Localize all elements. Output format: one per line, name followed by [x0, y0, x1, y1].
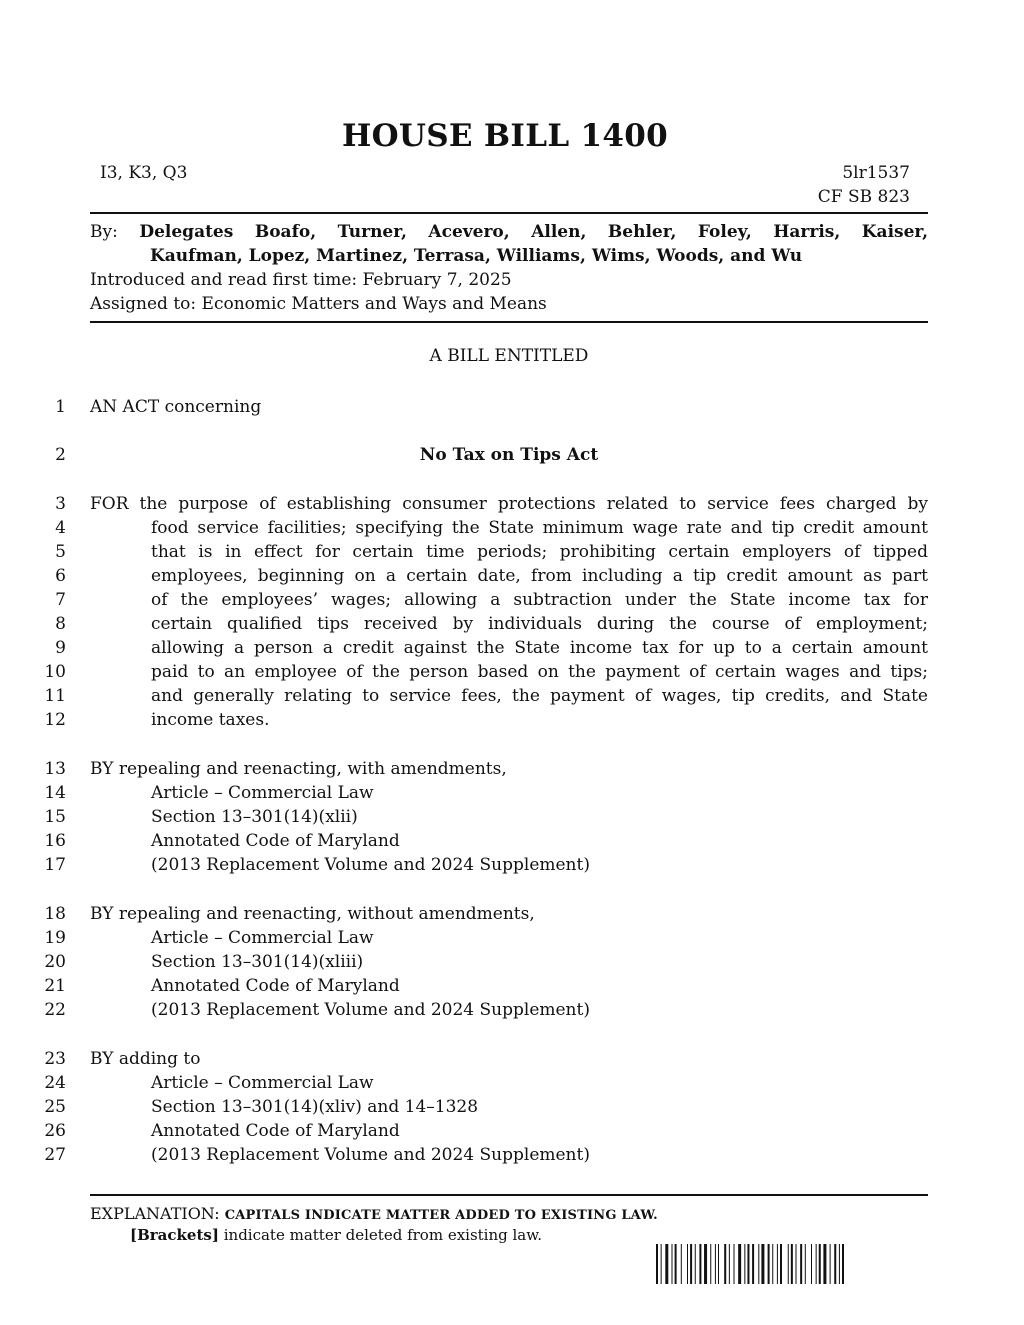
purpose-line: certain qualified tips received by individuals during the course of employment;: [151, 614, 928, 634]
sponsor-word: Allen,: [531, 222, 587, 242]
line-number: 3: [55, 494, 66, 514]
barcode-bar: [761, 1244, 764, 1284]
purpose-line: FOR the purpose of establishing consumer protections related to service fees charged by: [90, 494, 928, 514]
sponsors-block: [90, 220, 928, 268]
purpose-line: that is in effect for certain time periods; prohibiting certain employers of tipped: [151, 542, 928, 562]
barcode-bar: [823, 1244, 826, 1284]
purpose-line: paid to an employee of the person based on the payment of certain wages and tips;: [151, 662, 928, 682]
barcode-bar: [788, 1244, 789, 1284]
barcode-bar: [744, 1244, 745, 1284]
barcode-bar: [834, 1244, 836, 1284]
sponsor-word: Acevero,: [428, 222, 510, 242]
line-number: 11: [44, 686, 66, 706]
barcode-bar: [734, 1244, 735, 1284]
purpose-line: food service facilities; specifying the State minimum wage rate and tip credit amount: [151, 518, 928, 538]
reference-line: Annotated Code of Maryland: [151, 976, 400, 996]
barcode-bar: [768, 1244, 770, 1284]
line-number: 6: [55, 566, 66, 586]
barcode-bar: [811, 1244, 812, 1284]
reference-line: Annotated Code of Maryland: [151, 831, 400, 851]
purpose-line: and generally relating to service fees, the payment of wages, tip credits, and State: [151, 686, 928, 706]
assigned-line: Assigned to: Economic Matters and Ways and Means: [90, 294, 547, 314]
line-number: 1: [55, 397, 66, 417]
barcode-bar: [796, 1244, 797, 1284]
line-number: 13: [44, 759, 66, 779]
line-number: 15: [44, 807, 66, 827]
short-title: No Tax on Tips Act: [419, 445, 599, 465]
footer-rule: [90, 1194, 928, 1196]
barcode-image: [656, 1244, 904, 1284]
barcode-bar: [772, 1244, 773, 1284]
line-number: 27: [44, 1145, 66, 1165]
sponsor-word: Turner,: [337, 222, 407, 242]
barcode-bar: [665, 1244, 668, 1284]
reference-line: Annotated Code of Maryland: [151, 1121, 400, 1141]
sponsor-word: Boafo,: [254, 222, 317, 242]
barcode-bar: [675, 1244, 677, 1284]
line-number: 12: [44, 710, 66, 730]
barcode-bar: [747, 1244, 749, 1284]
barcode-bar: [816, 1244, 817, 1284]
line-number: 17: [44, 855, 66, 875]
cross-file: CF SB 823: [817, 187, 910, 207]
sponsor-word: Harris,: [773, 222, 841, 242]
barcode-bar: [752, 1244, 754, 1284]
line-number: 5: [55, 542, 66, 562]
sponsor-word: Delegates: [139, 222, 234, 242]
reference-line: Article – Commercial Law: [151, 928, 374, 948]
header-rule-top: [90, 212, 928, 214]
reference-heading: BY repealing and reenacting, with amendments,: [90, 759, 507, 779]
barcode-bar: [839, 1244, 840, 1284]
reference-line: Article – Commercial Law: [151, 783, 374, 803]
barcode-bar: [661, 1244, 662, 1284]
barcode-bar: [672, 1244, 673, 1284]
explanation-label: EXPLANATION:: [90, 1204, 220, 1223]
line-number: 2: [55, 445, 66, 465]
barcode-bar: [695, 1244, 696, 1284]
sponsor-word: Behler,: [607, 222, 677, 242]
introduced-line: Introduced and read first time: February 7, 2025: [90, 270, 512, 290]
barcode-bar: [758, 1244, 759, 1284]
barcode-bar: [724, 1244, 726, 1284]
barcode-bar: [729, 1244, 730, 1284]
line-number: 25: [44, 1097, 66, 1117]
line-number: 4: [55, 518, 66, 538]
brackets-text: indicate matter deleted from existing law.: [223, 1226, 543, 1244]
barcode-bar: [738, 1244, 741, 1284]
brackets-word: [Brackets]: [130, 1226, 219, 1244]
barcode-bar: [830, 1244, 831, 1284]
reference-line: Article – Commercial Law: [151, 1073, 374, 1093]
barcode-bar: [777, 1244, 778, 1284]
barcode-bar: [791, 1244, 793, 1284]
barcode-bar: [842, 1244, 844, 1284]
reference-line: Section 13–301(14)(xliv) and 14–1328: [151, 1097, 479, 1117]
reference-heading: BY repealing and reenacting, without amendments,: [90, 904, 535, 924]
barcode-bar: [715, 1244, 716, 1284]
reference-line: (2013 Replacement Volume and 2024 Supplement): [151, 1145, 590, 1165]
reference-heading: BY adding to: [90, 1049, 201, 1069]
line-number: 22: [44, 1000, 66, 1020]
purpose-line: of the employees’ wages; allowing a subtraction under the State income tax for: [151, 590, 928, 610]
line-number: 26: [44, 1121, 66, 1141]
barcode-bar: [780, 1244, 782, 1284]
barcode-bar: [819, 1244, 821, 1284]
sponsors-line-2-text: Kaufman, Lopez, Martinez, Terrasa, Williams, Wims, Woods, and Wu: [150, 246, 803, 266]
explanation-caps: CAPITALS INDICATE MATTER ADDED TO EXISTING LAW.: [224, 1208, 658, 1223]
line-number: 9: [55, 638, 66, 658]
explanation-line: [90, 1204, 658, 1226]
reference-line: Section 13–301(14)(xliii): [151, 952, 364, 972]
barcode-bar: [681, 1244, 682, 1284]
sponsor-word: Kaiser,: [861, 222, 929, 242]
sponsors-line-1: [90, 220, 928, 244]
act-concerning: AN ACT concerning: [90, 397, 262, 417]
purpose-line: income taxes.: [151, 710, 270, 730]
barcode-bar: [718, 1244, 719, 1284]
line-number: 19: [44, 928, 66, 948]
sponsor-word: Foley,: [697, 222, 752, 242]
document-number: 5lr1537: [842, 163, 910, 183]
barcode-bar: [687, 1244, 688, 1284]
line-number: 8: [55, 614, 66, 634]
barcode-bar: [656, 1244, 658, 1284]
by-label: By:: [90, 222, 118, 242]
line-number: 24: [44, 1073, 66, 1093]
barcode-bar: [690, 1244, 692, 1284]
barcode-bar: [704, 1244, 707, 1284]
bill-entitled-heading: A BILL ENTITLED: [429, 346, 589, 366]
line-number: 23: [44, 1049, 66, 1069]
line-number: 10: [44, 662, 66, 682]
line-number: 21: [44, 976, 66, 996]
line-number: 7: [55, 590, 66, 610]
barcode-bar: [699, 1244, 701, 1284]
barcode-bar: [710, 1244, 711, 1284]
header-rule-bottom: [90, 321, 928, 323]
reference-line: Section 13–301(14)(xlii): [151, 807, 358, 827]
line-number: 20: [44, 952, 66, 972]
line-number: 14: [44, 783, 66, 803]
line-number: 16: [44, 831, 66, 851]
purpose-line: employees, beginning on a certain date, from including a tip credit amount as part: [151, 566, 928, 586]
bill-title: HOUSE BILL 1400: [341, 118, 668, 154]
sponsors-line-2: [90, 244, 928, 268]
reference-line: (2013 Replacement Volume and 2024 Supplement): [151, 1000, 590, 1020]
reference-line: (2013 Replacement Volume and 2024 Supplement): [151, 855, 590, 875]
purpose-line: allowing a person a credit against the State income tax for up to a certain amount: [151, 638, 928, 658]
barcode-bar: [805, 1244, 806, 1284]
explanation-brackets-line: [130, 1226, 542, 1244]
line-number: 18: [44, 904, 66, 924]
subject-codes: I3, K3, Q3: [100, 163, 188, 183]
barcode-bar: [800, 1244, 802, 1284]
